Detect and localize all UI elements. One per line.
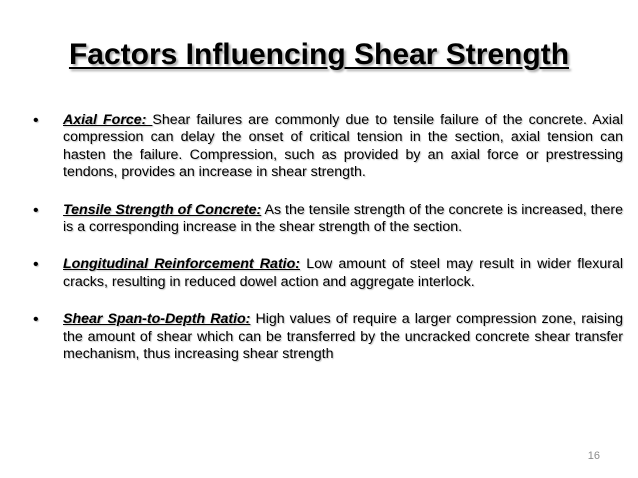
bullet-text: As the tensile strength of the concrete is increased, there is a corresponding increase in the shear strength of the section. — [63, 201, 623, 236]
bullet-term: Axial Force: — [63, 112, 153, 128]
bullet-span-depth-ratio — [33, 311, 623, 363]
bullet-text: Shear failures are commonly due to tensile failure of the concrete. Axial compression can delay the onset of critical tension in the section, axial tension can hasten the failure. Compression, such as provided by an axial force or prestressing tendons, provides an increase in shear strength. — [63, 112, 623, 181]
bullet-list — [33, 112, 623, 363]
slide-title: Factors Influencing Shear Strength — [68, 38, 570, 71]
bullet-tensile-strength — [33, 202, 623, 237]
bullet-axial-force — [33, 112, 623, 182]
bullet-text: Low amount of steel may result in wider flexural cracks, resulting in reduced dowel action and aggregate interlock. — [63, 256, 624, 290]
bullet-text: High values of require a larger compression zone, raising the amount of shear which can be transferred by the uncracked concrete shear transfer mechanism, thus increasing shear strength — [63, 311, 623, 363]
bullet-dot-icon: • — [33, 112, 39, 129]
bullet-dot-icon: • — [33, 311, 39, 329]
bullet-term: Longitudinal Reinforcement Ratio: — [63, 256, 301, 273]
bullet-dot-icon: • — [33, 201, 39, 219]
bullet-reinforcement-ratio — [33, 256, 623, 291]
page-number: 16 — [587, 450, 600, 462]
bullet-dot-icon: • — [33, 256, 39, 274]
bullet-term: Shear Span-to-Depth Ratio: — [63, 311, 251, 328]
bullet-term: Tensile Strength of Concrete: — [63, 201, 262, 218]
